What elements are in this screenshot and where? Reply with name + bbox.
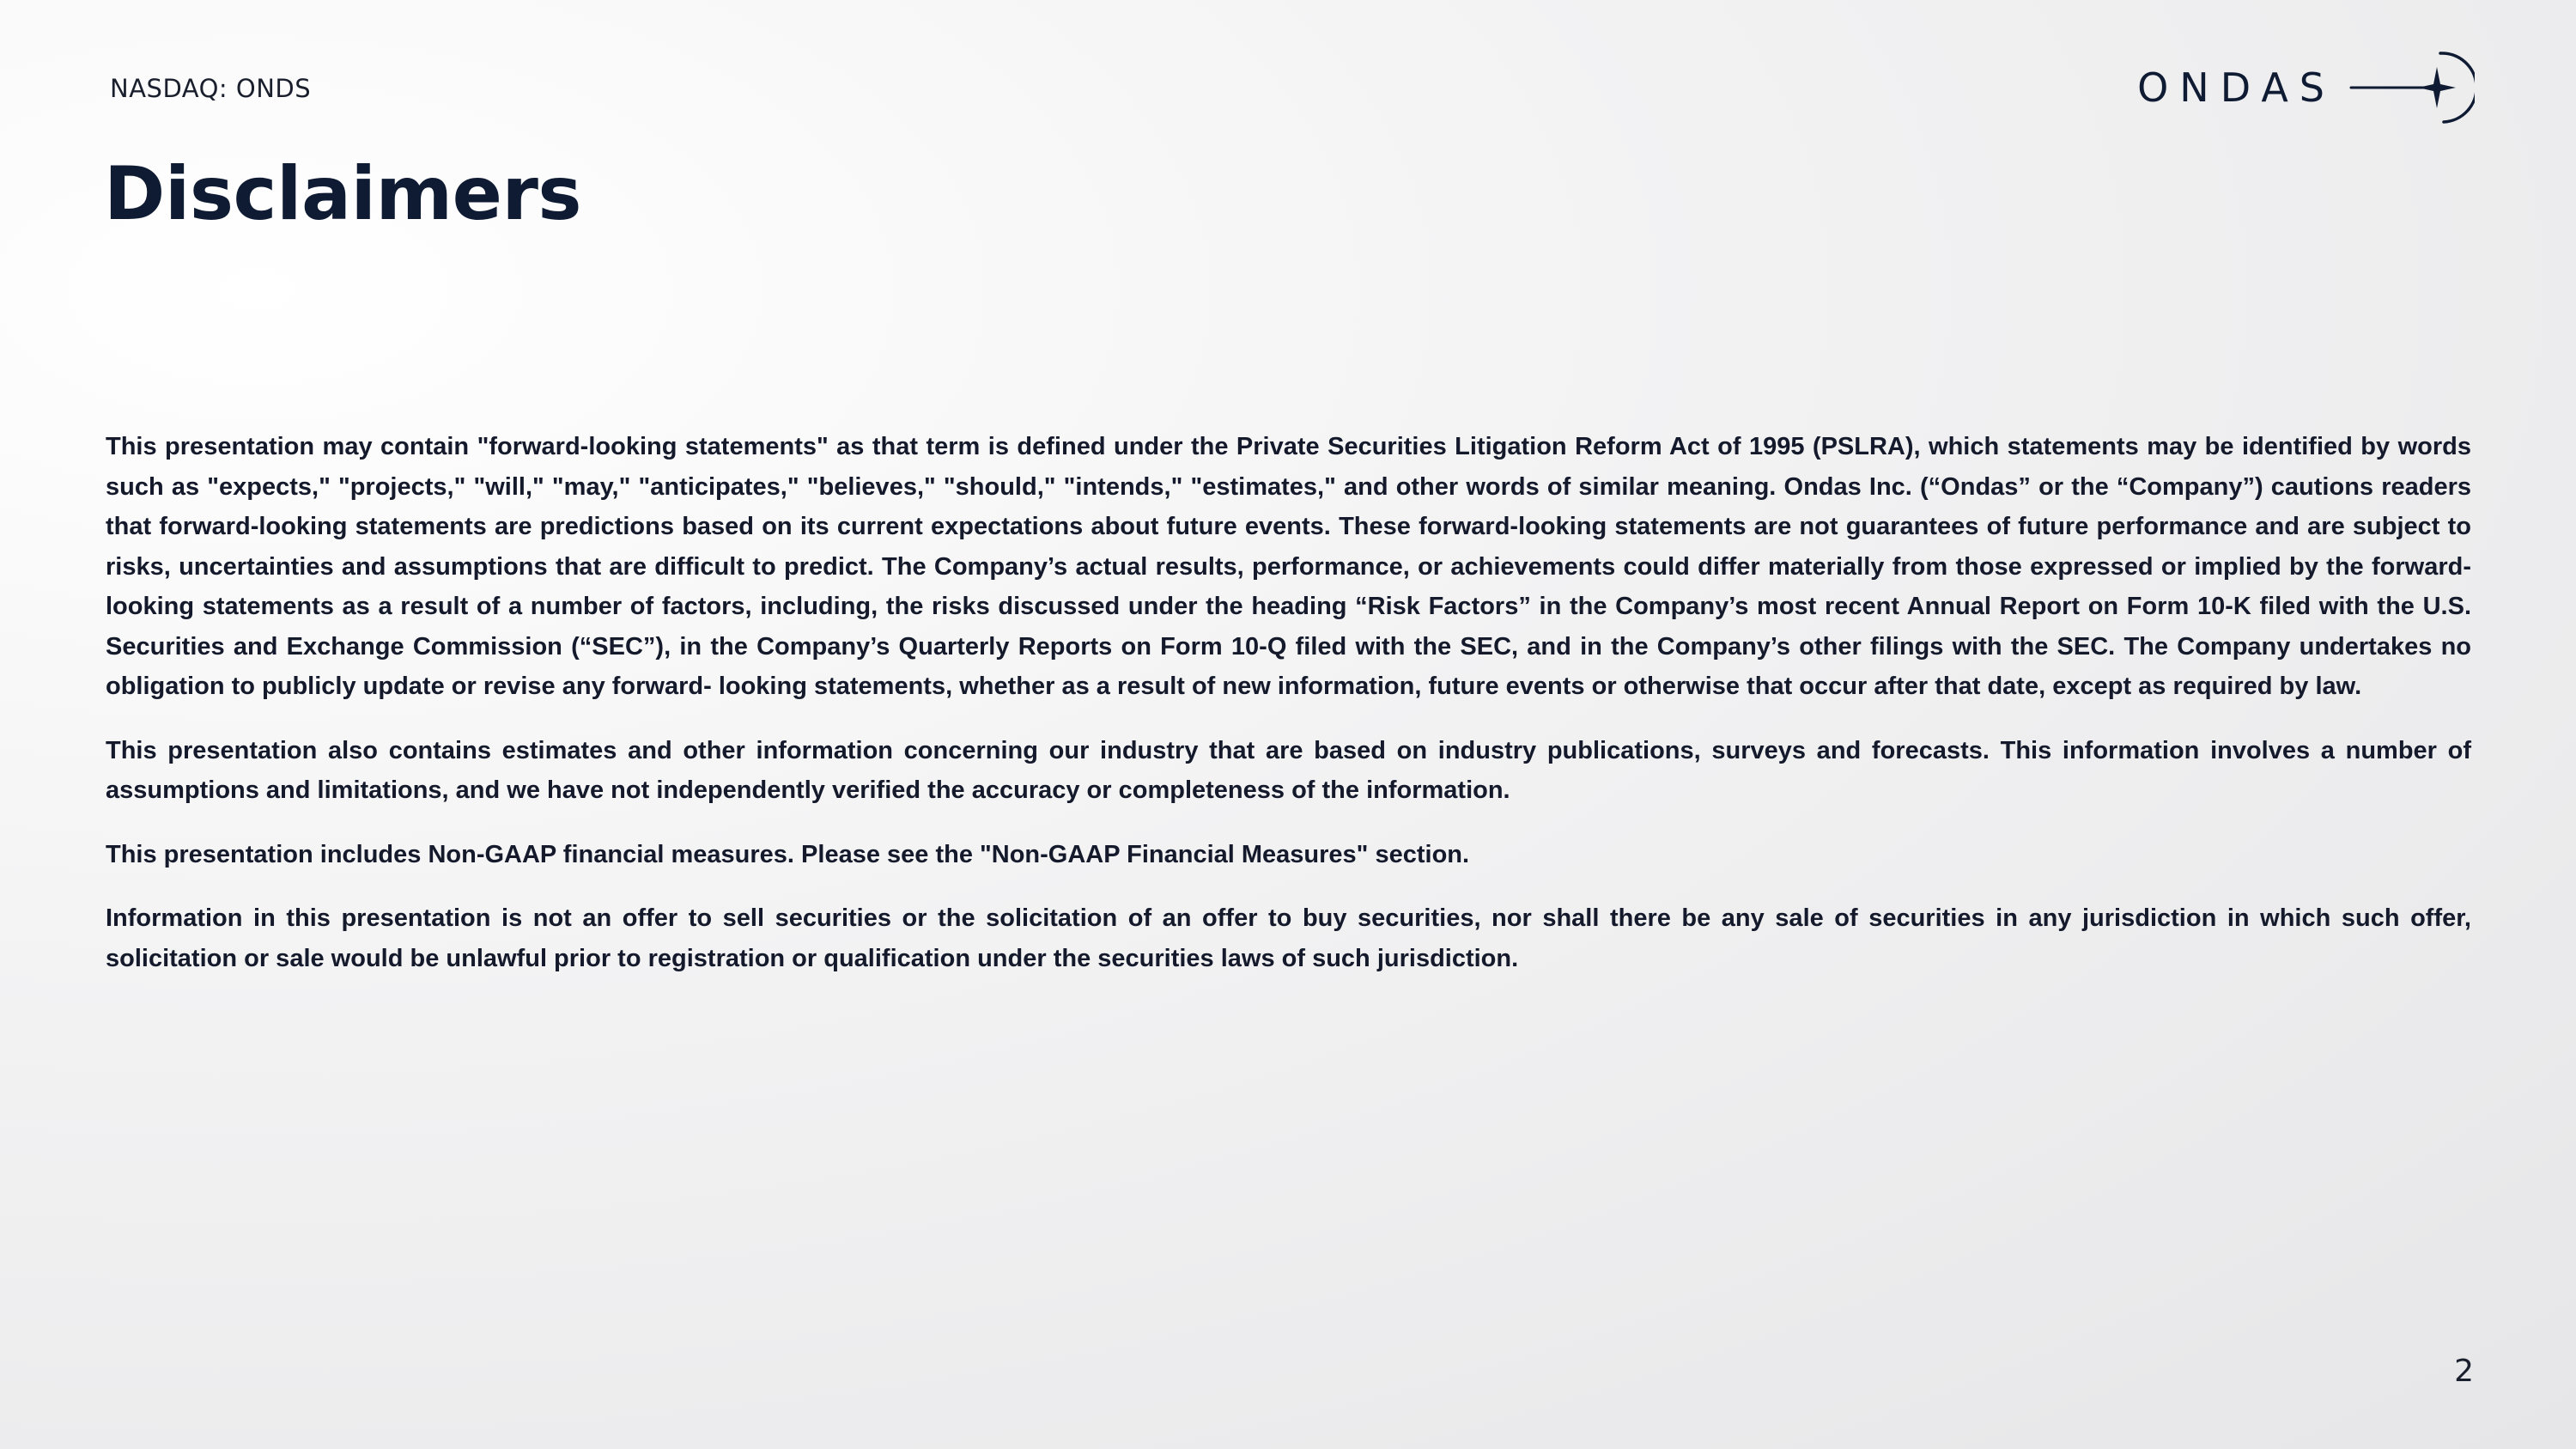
page-number: 2 [2454, 1354, 2474, 1389]
star-arc-icon [2348, 48, 2475, 127]
page-title: Disclaimers [104, 151, 582, 237]
logo-wordmark: ONDAS [2137, 64, 2336, 111]
disclaimer-paragraph-no-offer: Information in this presentation is not an offer to sell securities or the solicitation of an offer to buy securities, nor shall there be any sale of securities in any jurisdiction in which such offer, solicitation or sale would be unlawful prior to registration or qualification under the securities laws of such jurisdiction. [106, 904, 2471, 972]
disclaimer-body [106, 427, 2471, 1002]
disclaimer-paragraph-forward-looking: This presentation may contain "forward-looking statements" as that term is defined under the Private Securities Litigation Reform Act of 1995 (PSLRA), which statements may be identified by words such as "expects," "projects," "will," "may," "anticipates," "believes," "should," "intends," "estimates," and other words of similar meaning. Ondas Inc. (“Ondas” or the “Company”) cautions readers that forward-looking statements are predictions based on its current expectations about future events. These forward-looking statements are not guarantees of future performance and are subject to risks, uncertainties and assumptions that are difficult to predict. The Company’s actual results, performance, or achievements could differ materially from those expressed or implied by the forward-looking statements as a result of a number of factors, including, the risks discussed under the heading “Risk Factors” in the Company’s most recent Annual Report on Form 10-K filed with the U.S. Securities and Exchange Commission (“SEC”), in the Company’s Quarterly Reports on Form 10-Q filed with the SEC, and in the Company’s other filings with the SEC. The Company undertakes no obligation to publicly update or revise any forward- looking statements, whether as a result of new information, future events or otherwise that occur after that date, except as required by law. [106, 433, 2471, 700]
disclaimer-paragraph-non-gaap: This presentation includes Non-GAAP financial measures. Please see the "Non-GAAP Financial Measures" section. [106, 840, 1470, 868]
disclaimer-paragraph-estimates: This presentation also contains estimates and other information concerning our industry that are based on industry publications, surveys and forecasts. This information involves a number of assumptions and limitations, and we have not independently verified the accuracy or completeness of the information. [106, 736, 2471, 804]
ticker-label: NASDAQ: ONDS [110, 74, 312, 103]
ondas-logo [2137, 48, 2475, 127]
